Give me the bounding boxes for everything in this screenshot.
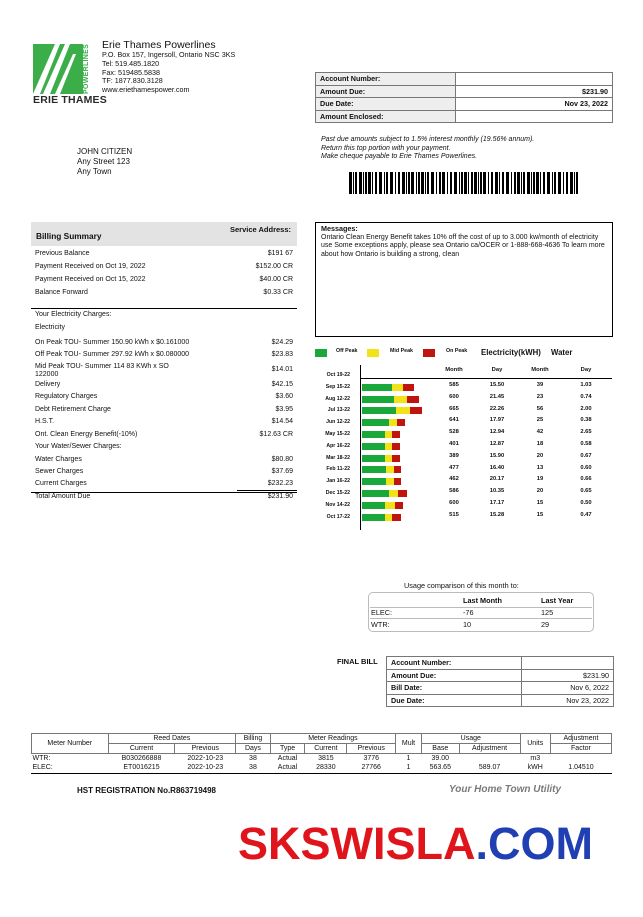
chart-category-label: May 15-22 — [325, 431, 350, 437]
chart-bar-off-peak — [362, 396, 394, 403]
company-web[interactable]: www.eriethamespower.com — [102, 85, 190, 95]
amount-enclosed-input[interactable] — [456, 110, 613, 123]
chart-bar-off-peak — [362, 443, 385, 450]
total-due-line: Total Amount Due $231.90 — [35, 493, 293, 500]
usage-cell: 0.66 — [580, 476, 592, 483]
meter-header: Reed Dates — [108, 734, 236, 744]
chart-bar-on-peak — [392, 443, 400, 450]
divider — [370, 618, 592, 619]
chart-bar-off-peak — [362, 455, 385, 462]
usage-cell: 18 — [536, 441, 544, 447]
off-peak-label: Off Peak — [336, 348, 358, 354]
usage-cell: 0.60 — [580, 464, 592, 471]
customer-address — [77, 147, 132, 177]
hst-registration: HST REGISTRATION No.R863719498 — [77, 786, 217, 795]
chart-bar-mid-peak — [389, 419, 397, 426]
messages-title: Messages: — [321, 224, 358, 233]
divider — [237, 490, 297, 491]
col-header: Day — [580, 367, 592, 373]
chart-bar-on-peak — [394, 478, 401, 485]
usage-cell: 0.65 — [580, 488, 592, 495]
usage-cell: 15 — [536, 511, 544, 518]
chart-bar-on-peak — [394, 466, 401, 473]
account-box — [315, 72, 613, 123]
amount-due-value: $231.90 — [456, 85, 613, 98]
charge-line: Mid Peak TOU- Summer 114 83 KWh x SO $14.01 — [35, 363, 293, 373]
usage-cell: 2.00 — [580, 405, 592, 412]
company-fax: Fax: 519485.5838 — [102, 67, 160, 77]
charge-line: Delivery $42.15 — [35, 381, 293, 388]
watermark — [238, 818, 593, 870]
chart-bar-mid-peak — [385, 502, 395, 509]
usage-cell: 515 — [449, 511, 459, 518]
company-name: Erie Thames Powerlines — [102, 39, 216, 51]
meter-subheader: Type — [270, 744, 304, 754]
note-line: Return this top portion with your payment. — [321, 144, 451, 152]
billing-line: Payment Received on Oct 15, 2022 $40.00 CR — [35, 276, 293, 283]
on-peak-label: On Peak — [446, 348, 468, 354]
charge-line: Debt Retirement Charge $3.95 — [35, 406, 293, 413]
mid-peak-swatch — [367, 349, 379, 357]
chart-bar-on-peak — [395, 502, 403, 509]
meter-header: Billing — [236, 734, 271, 744]
chart-category-label: Oct 17-22 — [326, 513, 350, 520]
usage-cell: 585 — [449, 382, 459, 388]
note-line: Make cheque payable to Erie Thames Powerlines. — [321, 153, 478, 161]
divider — [360, 378, 612, 379]
final-bill-date-value: Nov 6, 2022 — [522, 682, 614, 695]
logo-wordmark: ERIE THAMES — [33, 94, 107, 106]
charge-line: Current Charges $232.23 — [35, 480, 293, 487]
electricity-subheader: Electricity — [35, 324, 65, 331]
comparison-value: 29 — [541, 620, 550, 629]
meter-header: Mult — [395, 734, 421, 754]
chart-category-label: Nov 14-22 — [325, 501, 350, 508]
service-address-label: Service Address: — [230, 225, 292, 234]
company-po: P.O. Box 157, Ingersoll, Ontario NSC 3KS — [102, 50, 236, 59]
usage-cell: 528 — [449, 429, 459, 436]
customer-street: Any Street 123 — [77, 157, 130, 166]
usage-cell: 15.90 — [489, 452, 505, 459]
usage-cell: 0.38 — [580, 417, 592, 424]
chart-bar-on-peak — [392, 514, 401, 521]
usage-cell: 16.40 — [489, 464, 505, 471]
messages-box — [315, 222, 613, 337]
divider — [31, 308, 297, 309]
col-header: Day — [491, 367, 503, 373]
chart-bar-off-peak — [362, 478, 386, 485]
usage-cell: 15.50 — [489, 382, 505, 388]
charge-line: Regulatory Charges $3.60 — [35, 393, 293, 400]
usage-cell: 389 — [449, 452, 459, 459]
meter-header: Meter Number — [32, 734, 109, 754]
comparison-header: Last Year — [541, 596, 574, 605]
comparison-row-label: ELEC: — [371, 608, 393, 617]
final-bill-label: FINAL BILL — [337, 657, 378, 666]
usage-cell: 477 — [449, 464, 459, 471]
col-header: Month — [445, 367, 463, 373]
usage-cell: 20 — [536, 488, 544, 495]
final-acct-value — [522, 657, 614, 670]
chart-bar-mid-peak — [396, 407, 410, 414]
chart-bar-mid-peak — [385, 455, 392, 462]
chart-category-label: Jan 16-22 — [326, 478, 350, 485]
usage-cell: 15 — [536, 500, 544, 506]
charge-line: H.S.T. $14.54 — [35, 418, 293, 425]
usage-cell: 23 — [536, 393, 544, 400]
usage-cell: 1.03 — [580, 382, 592, 388]
comparison-row-label: WTR: — [371, 620, 390, 629]
chart-bar-off-peak — [362, 514, 385, 521]
chart-bar-on-peak — [410, 407, 422, 414]
final-amount-value: $231.90 — [522, 669, 614, 682]
usage-cell: 39 — [536, 382, 544, 388]
chart-category-label: Mar 18-22 — [326, 454, 350, 461]
usage-cell: 0.67 — [580, 452, 592, 459]
company-tf: TF: 1877.830.3128 — [102, 76, 163, 86]
usage-cell: 17.17 — [489, 500, 505, 506]
meter-header: Adjustment — [550, 734, 611, 744]
chart-bar-off-peak — [362, 384, 392, 391]
usage-cell: 0.74 — [580, 393, 592, 400]
watermark-domain: .COM — [475, 818, 594, 869]
usage-cell: 12.94 — [489, 429, 505, 436]
meter-subheader: Factor — [550, 744, 611, 754]
chart-bar-mid-peak — [386, 478, 394, 485]
comparison-title: Usage comparison of this month to: — [404, 581, 519, 590]
usage-cell: 19 — [536, 476, 544, 483]
chart-bar-mid-peak — [392, 384, 403, 391]
usage-cell: 641 — [449, 417, 459, 424]
chart-bar-mid-peak — [385, 443, 392, 450]
electricity-title: Electricity(kWH) — [481, 348, 541, 357]
usage-cell: 12.87 — [489, 441, 505, 447]
chart-bar-off-peak — [362, 419, 389, 426]
usage-cell: 10.35 — [489, 488, 505, 495]
acct-number-label: Account Number: — [316, 73, 456, 86]
table-row: ELEC: ET0016215 2022-10-23 38 Actual 28330 27766 1 563.65 589.07 kWH 1.04510 — [32, 764, 594, 771]
comparison-value: -76 — [463, 608, 474, 617]
on-peak-swatch — [423, 349, 435, 357]
meter-header: Meter Readings — [270, 734, 395, 744]
billing-line: Previous Balance $191 67 — [35, 250, 293, 257]
chart-bar-off-peak — [362, 466, 386, 473]
usage-cell: 20 — [536, 452, 544, 459]
water-title: Water — [551, 348, 573, 357]
charge-line: 122000 — [35, 371, 59, 378]
chart-bar-off-peak — [362, 431, 385, 438]
usage-cell: 22.26 — [489, 405, 505, 412]
usage-cell: 462 — [449, 476, 459, 483]
chart-category-label: Apr 16-22 — [326, 442, 350, 449]
billing-summary-title: Billing Summary — [36, 231, 102, 241]
meter-header: Usage — [422, 734, 521, 744]
usage-cell: 600 — [449, 500, 459, 506]
chart-bar-on-peak — [392, 431, 400, 438]
amount-due-label: Amount Due: — [316, 85, 456, 98]
charge-line: On Peak TOU- Summer 150.90 kWh x $0.161000 $24.29 — [35, 339, 293, 346]
chart-category-label: Jun 12-22 — [326, 419, 350, 426]
meter-header: Units — [520, 734, 550, 754]
chart-bar-off-peak — [362, 502, 385, 509]
chart-bar-on-peak — [397, 419, 405, 426]
usage-cell: 0.50 — [580, 500, 592, 506]
due-date-value: Nov 23, 2022 — [456, 98, 613, 111]
usage-cell: 600 — [449, 393, 459, 400]
col-header: Month — [531, 367, 549, 373]
final-amount-label: Amount Due: — [387, 669, 522, 682]
amount-enclosed-label: Amount Enclosed: — [316, 110, 456, 123]
comparison-header: Last Month — [463, 596, 502, 605]
chart-category-label: Jul 13-22 — [327, 407, 350, 414]
acct-number-value — [456, 73, 613, 86]
off-peak-swatch — [315, 349, 327, 357]
messages-text: Ontario Clean Energy Benefit takes 10% off the cost of up to 3.000 kw/month of electricity use Some exceptions apply, please sea Ontario ca/OCER or 1-888-668-4636 To learn more about how Ontario is building a strong, clean — [321, 233, 605, 258]
billing-line: Payment Received on Oct 19, 2022 $152.00 CR — [35, 263, 293, 270]
company-tel: Tel: 519.485.1820 — [102, 58, 160, 68]
meter-subheader: Current — [108, 744, 175, 754]
usage-cell: 15.28 — [489, 511, 505, 518]
charge-line: Ont. Clean Energy Benefit(-10%) $12.63 CR — [35, 431, 293, 438]
final-bill-box — [386, 656, 614, 707]
chart-bar-mid-peak — [385, 514, 392, 521]
usage-cell: 13 — [536, 464, 544, 471]
chart-bar-mid-peak — [386, 466, 394, 473]
final-due-date-value: Nov 23, 2022 — [522, 694, 614, 707]
usage-cell: 56 — [536, 405, 544, 412]
usage-cell: 586 — [449, 488, 459, 495]
chart-bar-mid-peak — [394, 396, 407, 403]
chart-bar-off-peak — [362, 490, 389, 497]
comparison-value: 10 — [463, 620, 472, 629]
chart-bar-mid-peak — [385, 431, 392, 438]
usage-cell: 0.47 — [580, 511, 592, 518]
chart-category-label: Sep 15-22 — [325, 383, 350, 390]
final-acct-label: Account Number: — [387, 657, 522, 670]
logo-side-text: POWERLINES — [83, 43, 90, 94]
divider — [31, 773, 612, 774]
usage-cell: 401 — [449, 441, 459, 447]
charge-line: Water Charges $80.80 — [35, 456, 293, 463]
final-due-date-label: Due Date: — [387, 694, 522, 707]
watermark-name: SKSWISLA — [238, 818, 476, 869]
chart-category-label: Aug 12-22 — [325, 395, 350, 402]
billing-line: Balance Forward $0.33 CR — [35, 289, 293, 296]
usage-cell: 20.17 — [489, 476, 505, 483]
meter-subheader: Days — [236, 744, 271, 754]
usage-cell: 2.65 — [580, 429, 592, 436]
chart-category-label: Feb 11-22 — [326, 466, 350, 473]
divider — [370, 607, 592, 608]
due-date-label: Due Date: — [316, 98, 456, 111]
charge-line: Off Peak TOU- Summer 297.92 kWh x $0.080000 $23.83 — [35, 351, 293, 358]
chart-bar-mid-peak — [389, 490, 398, 497]
comparison-value: 125 — [541, 608, 554, 617]
charge-line: Sewer Charges $37.69 — [35, 468, 293, 475]
chart-bar-off-peak — [362, 407, 396, 414]
usage-cell: 25 — [536, 417, 544, 424]
meter-table — [31, 733, 612, 772]
usage-cell: 17.97 — [489, 417, 505, 424]
chart-bar-on-peak — [407, 396, 419, 403]
mid-peak-label: Mid Peak — [390, 348, 413, 354]
company-info — [102, 40, 235, 95]
chart-bar-on-peak — [403, 384, 414, 391]
chart-bar-on-peak — [398, 490, 407, 497]
customer-name: JOHN CITIZEN — [77, 147, 133, 156]
final-bill-date-label: Bill Date: — [387, 682, 522, 695]
usage-cell: 42 — [536, 429, 544, 436]
slogan: Your Home Town Utility — [449, 784, 562, 795]
meter-subheader: Previous — [347, 744, 395, 754]
customer-town: Any Town — [77, 167, 112, 176]
meter-subheader: Previous — [175, 744, 236, 754]
usage-cell: 21.45 — [489, 393, 505, 400]
usage-cell: 665 — [449, 405, 459, 412]
meter-subheader: Adjustment — [459, 744, 520, 754]
payment-notes — [321, 136, 534, 162]
usage-cell: 0.58 — [580, 441, 592, 447]
chart-axis — [360, 365, 361, 530]
barcode-icon — [349, 172, 580, 194]
note-line: Past due amounts subject to 1.5% interest monthly (19.56% annum). — [321, 136, 535, 143]
table-row: WTR: B030266888 2022-10-23 38 Actual 3815 3776 1 39.00 m3 — [32, 755, 541, 762]
meter-subheader: Base — [422, 744, 460, 754]
charge-line: Your Water/Sewer Charges: — [35, 443, 122, 450]
chart-category-label: Oct 19-22 — [326, 372, 350, 378]
chart-category-label: Dec 15-22 — [325, 490, 350, 496]
chart-bar-on-peak — [392, 455, 400, 462]
meter-subheader: Current — [305, 744, 347, 754]
elec-charges-header: Your Electricity Charges: — [35, 311, 112, 318]
